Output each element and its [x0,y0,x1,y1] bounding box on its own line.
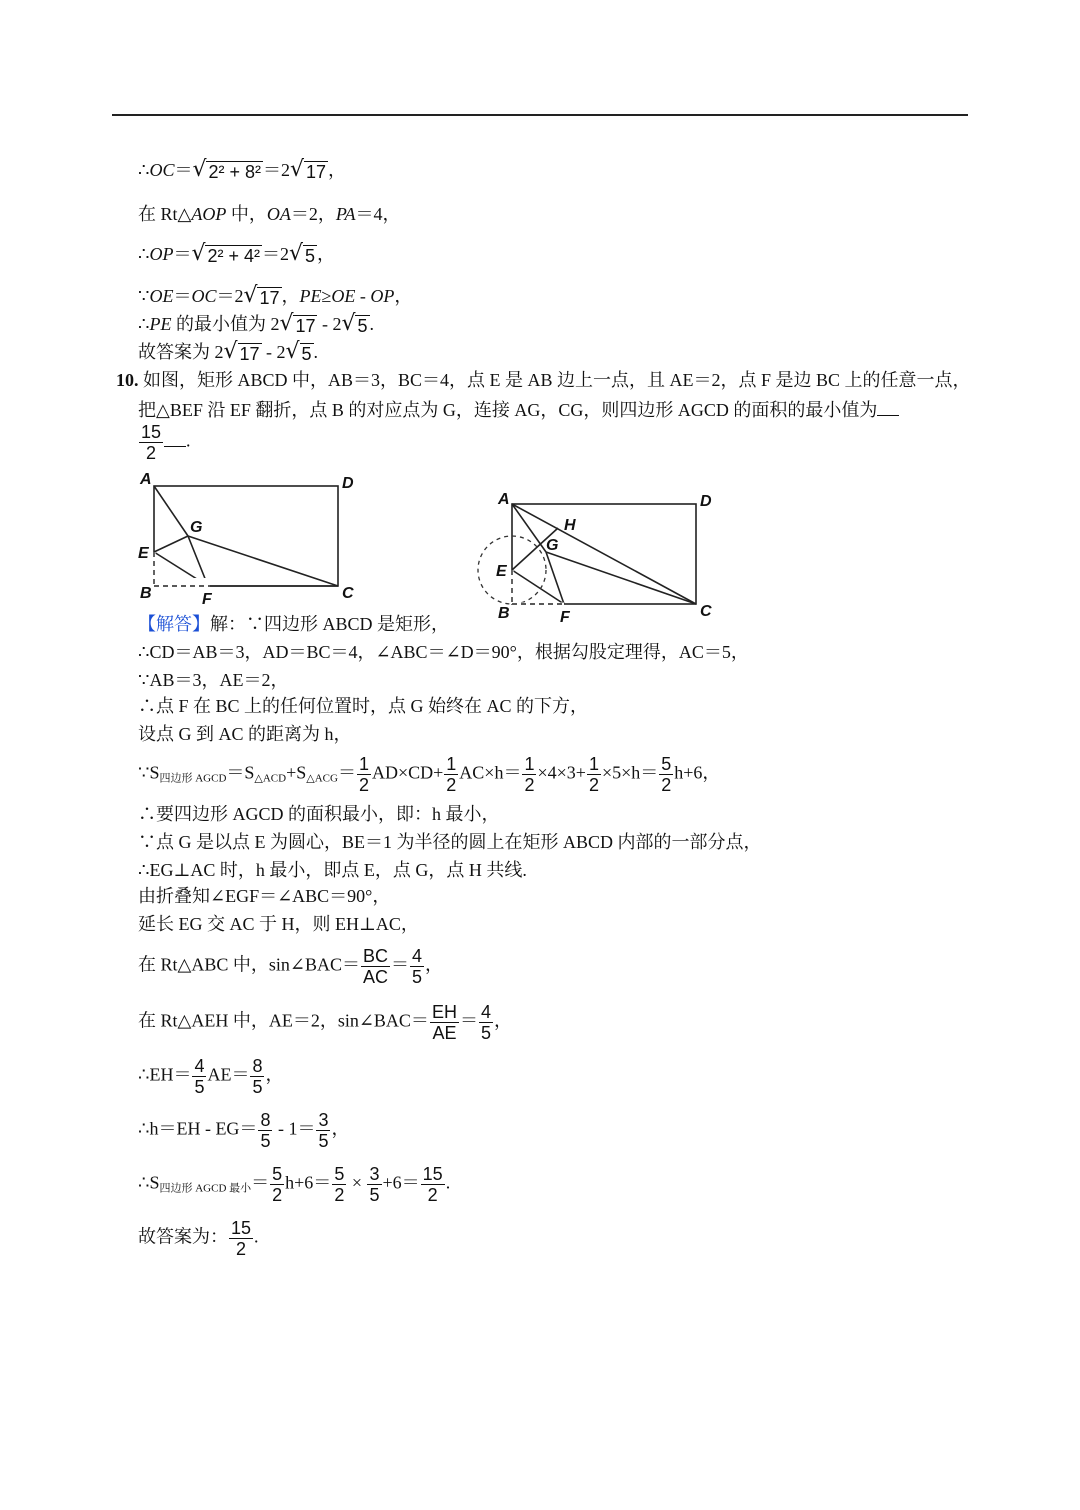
fig1-label-g: G [190,519,203,536]
solution-line-10: 延长 EG 交 AC 于 H，则 EH⊥AC， [138,914,419,934]
solution-tag: 【解答】 [138,614,210,634]
solution-line-12: 在 Rt△AEH 中，AE＝2，sin∠BAC＝ $\frac{EH}{AE}$ ＝ $\frac{4}{5}$ ， [138,1002,512,1043]
solution-line-0: 【解答】解：∵四边形 ABCD 是矩形， [138,614,450,634]
solution-line-4: 设点 G 到 AC 的距离为 h， [138,724,352,744]
fig1-label-c: C [342,585,354,602]
solution-line-9: 由折叠知∠EGF＝∠ABC＝90°， [138,886,391,906]
prev-line-3: ∴OP＝ √ 2² + 4² ＝2 √ 5 ， [138,240,335,266]
fig1-label-e: E [138,545,149,562]
solution-line-5: $\because S_{四边形 AGCD}=S_{\triangle ACD}+S_{\triangle ACG}=$ $\frac{1}{2}$ AD×CD+ $\frac{1}{2}$ AC×h＝ $\frac{1}{2}$ ×4×3+ $\frac{1}{2}$ ×5×h＝ $\frac{5}{2}$ h+6， [138,754,721,795]
fig1-label-f: F [202,591,212,608]
solution-line-11: 在 Rt△ABC 中，sin∠BAC＝ $\frac{BC}{AC}$ ＝ $\frac{4}{5}$ ， [138,946,443,987]
problem-number: 10. [116,370,139,390]
solution-line-13: ∴EH＝ $\frac{4}{5}$ AE＝ $\frac{8}{5}$ ， [138,1056,284,1097]
problem-answer: $\frac{15}{2}$ . [141,422,191,463]
prev-line-5: ∴PE 的最小值为 2 √ 17 - 2 √ 5 . [138,310,374,336]
prev-line-6: 故答案为 2 √ 17 - 2 √ 5 . [138,338,319,364]
fig2-label-d: D [700,493,712,510]
fig2-label-a: A [498,491,510,508]
solution-line-1: ∴CD＝AB＝3，AD＝BC＝4，∠ABC＝∠D＝90°，根据勾股定理得，AC＝5， [138,642,749,662]
solution-line-3: ∴点 F 在 BC 上的任何位置时，点 G 始终在 AC 的下方， [138,696,589,716]
solution-line-7: ∵点 G 是以点 E 为圆心，BE＝1 为半径的圆上在矩形 ABCD 内部的一部分点， [138,832,762,852]
solution-line-15: $\therefore S_{四边形 AGCD 最小}=$ $\frac{5}{2}$ h+6＝ $\frac{5}{2}$ × $\frac{3}{5}$ +6＝ $\frac{15}{2}$ . [138,1164,451,1205]
fig2-label-b: B [498,605,510,622]
figure-2 [476,484,726,624]
fig2-label-h: H [564,517,576,534]
prev-line-2: 在 Rt△AOP 中，OA＝2，PA＝4， [138,204,401,224]
figure-1 [130,468,370,608]
fig1-label-b: B [140,585,152,602]
fig1-label-a: A [140,471,152,488]
problem-line-1: 10. 如图，矩形 ABCD 中，AB＝3，BC＝4，点 E 是 AB 边上一点，且 AE＝2，点 F 是边 BC 上的任意一点， [116,370,971,390]
problem-line-2: 把△BEF 沿 EF 翻折，点 B 的对应点为 G，连接 AG，CG，则四边形 AGCD 的面积的最小值为 [138,398,899,422]
fig2-label-f: F [560,609,570,624]
header-rule [112,114,968,116]
solution-line-8: ∴EG⊥AC 时，h 最小，即点 E，点 G，点 H 共线. [138,860,527,880]
fig2-label-e: E [496,563,507,580]
solution-line-6: ∴要四边形 AGCD 的面积最小，即：h 最小， [138,804,500,824]
fig1-label-d: D [342,475,354,492]
solution-line-14: ∴h＝EH - EG＝ $\frac{8}{5}$ - 1＝ $\frac{3}{5}$ ， [138,1110,350,1151]
fig2-label-c: C [700,603,712,620]
sqrt-expr: √ 2² + 8² [192,156,261,182]
prev-line-4: ∵OE＝OC＝2 √ 17 ，PE≥OE - OP， [138,282,413,308]
solution-line-16: 故答案为： $\frac{15}{2}$ . [138,1218,259,1259]
prev-line-1: ∴OC＝ √ 2² + 8² ＝2 √ 17 ， [138,156,347,182]
fig2-label-g: G [546,537,559,554]
solution-line-2: ∵AB＝3，AE＝2， [138,670,289,690]
